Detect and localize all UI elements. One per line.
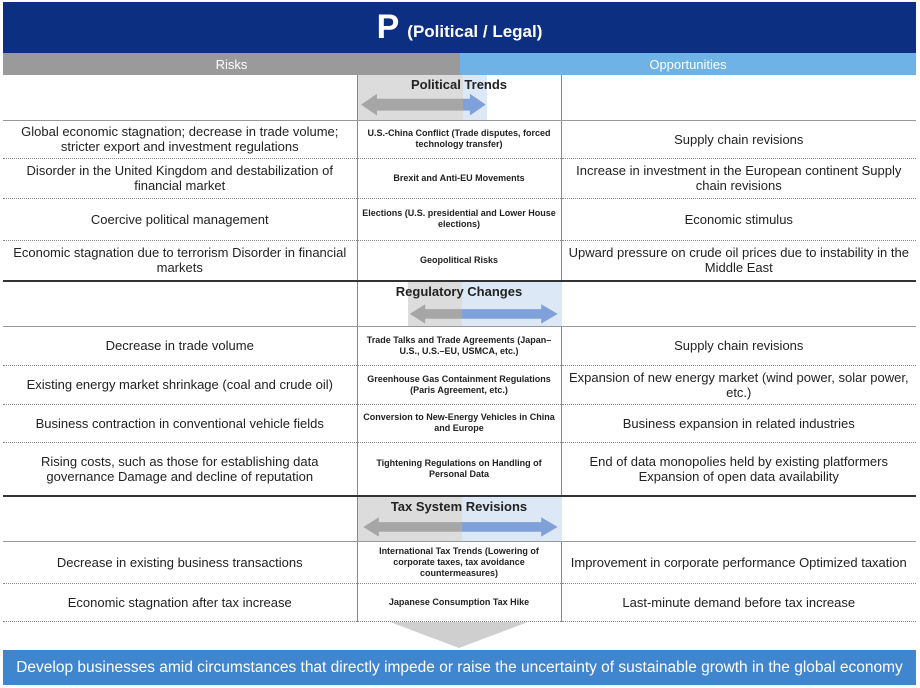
risk-cell: Decrease in existing business transactions [3, 541, 357, 583]
table-row [3, 120, 916, 158]
header-subtitle: (Political / Legal) [407, 21, 543, 41]
trend-cell: Tightening Regulations on Handling of Personal Data [357, 442, 561, 496]
conclusion-banner: Develop businesses amid circumstances that directly impede or raise the uncertainty of sustainable growth in the global economy [3, 650, 916, 685]
opportunity-cell: Supply chain revisions [561, 120, 916, 158]
trend-cell: U.S.-China Conflict (Trade disputes, forced technology transfer) [357, 120, 561, 158]
risk-cell: Economic stagnation due to terrorism Disorder in financial markets [3, 240, 357, 281]
table-row [3, 404, 916, 442]
table-row [3, 365, 916, 404]
opportunity-cell: Expansion of new energy market (wind power, solar power, etc.) [561, 365, 916, 404]
header-letter: P [376, 8, 400, 46]
section-title: Regulatory Changes [395, 284, 523, 299]
risk-cell: Business contraction in conventional vehicle fields [3, 404, 357, 442]
table-row [3, 240, 916, 281]
risk-cell: Existing energy market shrinkage (coal and crude oil) [3, 365, 357, 404]
risks-column-header: Risks [3, 53, 460, 75]
risk-cell: Disorder in the United Kingdom and destabilization of financial market [3, 158, 357, 198]
down-arrow-icon [390, 622, 528, 648]
opportunity-cell: Upward pressure on crude oil prices due to instability in the Middle East [561, 240, 916, 281]
table-row [3, 326, 916, 365]
table-row [3, 198, 916, 240]
opportunity-cell: Improvement in corporate performance Optimized taxation [561, 541, 916, 583]
trend-cell: Japanese Consumption Tax Hike [357, 583, 561, 621]
trend-cell: Geopolitical Risks [357, 240, 561, 281]
opportunities-column-header: Opportunities [460, 53, 916, 75]
opportunity-cell: Supply chain revisions [561, 326, 916, 365]
opportunity-cell: Increase in investment in the European continent Supply chain revisions [561, 158, 916, 198]
table-row [3, 158, 916, 198]
trend-cell: International Tax Trends (Lowering of corporate taxes, tax avoidance countermeasures) [357, 541, 561, 583]
risk-cell: Global economic stagnation; decrease in trade volume; stricter export and investment regulations [3, 120, 357, 158]
section-header-tax-system-revisions [3, 496, 916, 541]
trend-cell: Brexit and Anti-EU Movements [357, 158, 561, 198]
pestle-table [3, 75, 916, 622]
trend-cell: Greenhouse Gas Containment Regulations (Paris Agreement, etc.) [357, 365, 561, 404]
section-title: Tax System Revisions [390, 499, 528, 514]
page-header [3, 2, 916, 53]
risk-cell: Coercive political management [3, 198, 357, 240]
table-row [3, 541, 916, 583]
trend-cell: Trade Talks and Trade Agreements (Japan–U.S., U.S.–EU, USMCA, etc.) [357, 326, 561, 365]
risk-cell: Rising costs, such as those for establishing data governance Damage and decline of reputation [3, 442, 357, 496]
risk-cell: Economic stagnation after tax increase [3, 583, 357, 621]
section-title: Political Trends [410, 77, 508, 92]
opportunity-cell: Economic stimulus [561, 198, 916, 240]
opportunity-cell: Last-minute demand before tax increase [561, 583, 916, 621]
section-header-political-trends [3, 75, 916, 120]
risk-cell: Decrease in trade volume [3, 326, 357, 365]
section-header-regulatory-changes [3, 281, 916, 326]
trend-cell: Conversion to New-Energy Vehicles in China and Europe [357, 404, 561, 442]
trend-cell: Elections (U.S. presidential and Lower House elections) [357, 198, 561, 240]
opportunity-cell: Business expansion in related industries [561, 404, 916, 442]
opportunity-cell: End of data monopolies held by existing platformers Expansion of open data availability [561, 442, 916, 496]
table-row [3, 442, 916, 496]
table-row [3, 583, 916, 621]
